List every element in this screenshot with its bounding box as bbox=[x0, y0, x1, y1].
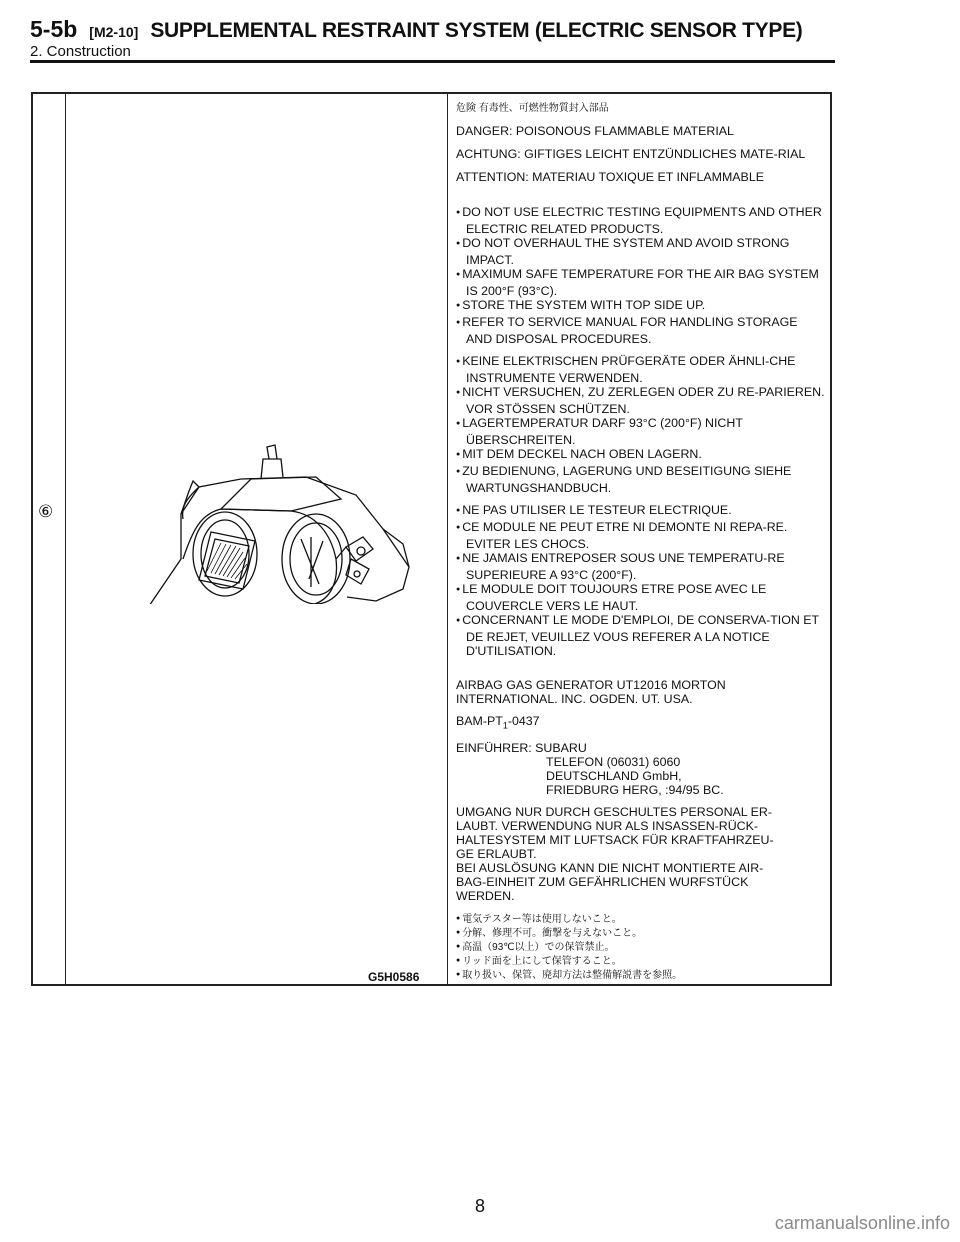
list-item: ● リッド面を上にして保管すること。 bbox=[456, 955, 826, 969]
list-item: ● MIT DEM DECKEL NACH OBEN LAGERN. bbox=[456, 447, 826, 464]
warning-label-text bbox=[456, 102, 826, 983]
generator-info bbox=[456, 678, 826, 706]
list-item: ● 取り扱い、保管、廃却方法は整備解説書を参照。 bbox=[456, 969, 826, 983]
list-item: ● NE JAMAIS ENTREPOSER SOUS UNE TEMPERATU-RE SUPERIEURE A 93°C (200°F). bbox=[456, 551, 826, 582]
item-number: ⑥ bbox=[38, 502, 54, 521]
section-code: [M2-10] bbox=[89, 24, 139, 40]
list-item: ● CE MODULE NE PEUT ETRE NI DEMONTE NI REPA-RE. EVITER LES CHOCS. bbox=[456, 520, 826, 551]
watermark: carmanualsonline.info bbox=[774, 1213, 950, 1233]
notice-line: HALTESYSTEM MIT LUFTSACK FÜR KRAFTFAHRZEU- bbox=[456, 833, 774, 848]
approval-number: BAM-$PT_1-0437$ bbox=[456, 714, 540, 731]
page-number: 8 bbox=[475, 1196, 486, 1216]
header-rule bbox=[30, 60, 835, 63]
notice-line: WERDEN. bbox=[456, 889, 515, 904]
figure-code: G5H0586 bbox=[368, 970, 420, 984]
importer-info bbox=[456, 741, 826, 797]
section-number: 5-5b bbox=[30, 16, 78, 42]
jp-warning-title: 危険 有毒性、可燃性物質封入部品 bbox=[456, 103, 609, 114]
importer-line: FRIEDBURG HERG, :94/95 BC. bbox=[546, 783, 724, 798]
list-item: ● 分解、修理不可。衝撃を与えないこと。 bbox=[456, 927, 826, 941]
attention-line: ATTENTION: MATERIAU TOXIQUE ET INFLAMMABLE bbox=[456, 170, 764, 184]
german-warnings bbox=[456, 354, 826, 495]
notice-line: LAUBT. VERWENDUNG NUR ALS INSASSEN-RÜCK- bbox=[456, 819, 759, 834]
list-item: ● NICHT VERSUCHEN, ZU ZERLEGEN ODER ZU RE-PARIEREN. VOR STÖSSEN SCHÜTZEN. bbox=[456, 385, 826, 416]
column-divider-left bbox=[65, 94, 66, 984]
construction-table bbox=[31, 92, 832, 986]
importer-label: EINFÜHRER: SUBARU bbox=[456, 741, 587, 756]
list-item: ● LAGERTEMPERATUR DARF 93°C (200°F) NICHT ÜBERSCHREITEN. bbox=[456, 416, 826, 447]
danger-line: DANGER: POISONOUS FLAMMABLE MATERIAL bbox=[456, 124, 734, 138]
list-item: ● ZU BEDIENUNG, LAGERUNG UND BESEITIGUNG SIEHE WARTUNGSHANDBUCH. bbox=[456, 464, 826, 495]
list-item: ● 電気テスター等は使用しないこと。 bbox=[456, 913, 826, 927]
page-title: SUPPLEMENTAL RESTRAINT SYSTEM (ELECTRIC SENSOR TYPE) bbox=[150, 19, 803, 42]
notice-line: UMGANG NUR DURCH GESCHULTES PERSONAL ER- bbox=[456, 805, 772, 820]
french-warnings bbox=[456, 503, 826, 658]
importer-line: DEUTSCHLAND GmbH, bbox=[546, 769, 682, 784]
generator-line-2: INTERNATIONAL. INC. OGDEN. UT. USA. bbox=[456, 692, 693, 706]
list-item: ● 高温（93℃以上）での保管禁止。 bbox=[456, 941, 826, 955]
english-warnings bbox=[456, 205, 826, 346]
list-item: ● LE MODULE DOIT TOUJOURS ETRE POSE AVEC LE COUVERCLE VERS LE HAUT. bbox=[456, 582, 826, 613]
japanese-warnings bbox=[456, 913, 826, 983]
notice-line: BAG-EINHEIT ZUM GEFÄHRLICHEN WURFSTÜCK bbox=[456, 875, 749, 890]
generator-line-1: AIRBAG GAS GENERATOR UT12016 MORTON bbox=[456, 678, 726, 692]
notice-line: GE ERLAUBT. bbox=[456, 847, 537, 862]
list-item: ● DO NOT OVERHAUL THE SYSTEM AND AVOID STRONG IMPACT. bbox=[456, 236, 826, 267]
list-item: ● DO NOT USE ELECTRIC TESTING EQUIPMENTS AND OTHER ELECTRIC RELATED PRODUCTS. bbox=[456, 205, 826, 236]
list-item: ● NE PAS UTILISER LE TESTEUR ELECTRIQUE. bbox=[456, 503, 826, 520]
handling-notice bbox=[456, 805, 826, 903]
page-subtitle: 2. Construction bbox=[30, 43, 131, 60]
list-item: ● MAXIMUM SAFE TEMPERATURE FOR THE AIR BAG SYSTEM IS 200°F (93°C). bbox=[456, 267, 826, 298]
achtung-line: ACHTUNG: GIFTIGES LEICHT ENTZÜNDLICHES MATE-RIAL bbox=[456, 147, 806, 161]
importer-line: TELEFON (06031) 6060 bbox=[546, 755, 681, 770]
notice-line: BEI AUSLÖSUNG KANN DIE NICHT MONTIERTE AIR- bbox=[456, 861, 764, 876]
list-item: ● KEINE ELEKTRISCHEN PRÜFGERÄTE ODER ÄHNLI-CHE INSTRUMENTE VERWENDEN. bbox=[456, 354, 826, 385]
list-item: ● CONCERNANT LE MODE D'EMPLOI, DE CONSERVA-TION ET DE REJET, VEUILLEZ VOUS REFERER A LA NOTICE D'UTILISATION. bbox=[456, 613, 826, 658]
airbag-module-illustration bbox=[141, 419, 421, 604]
list-item: ● REFER TO SERVICE MANUAL FOR HANDLING STORAGE AND DISPOSAL PROCEDURES. bbox=[456, 315, 826, 346]
list-item: ● STORE THE SYSTEM WITH TOP SIDE UP. bbox=[456, 298, 826, 315]
page-header bbox=[30, 16, 835, 60]
column-divider-right bbox=[447, 94, 448, 984]
